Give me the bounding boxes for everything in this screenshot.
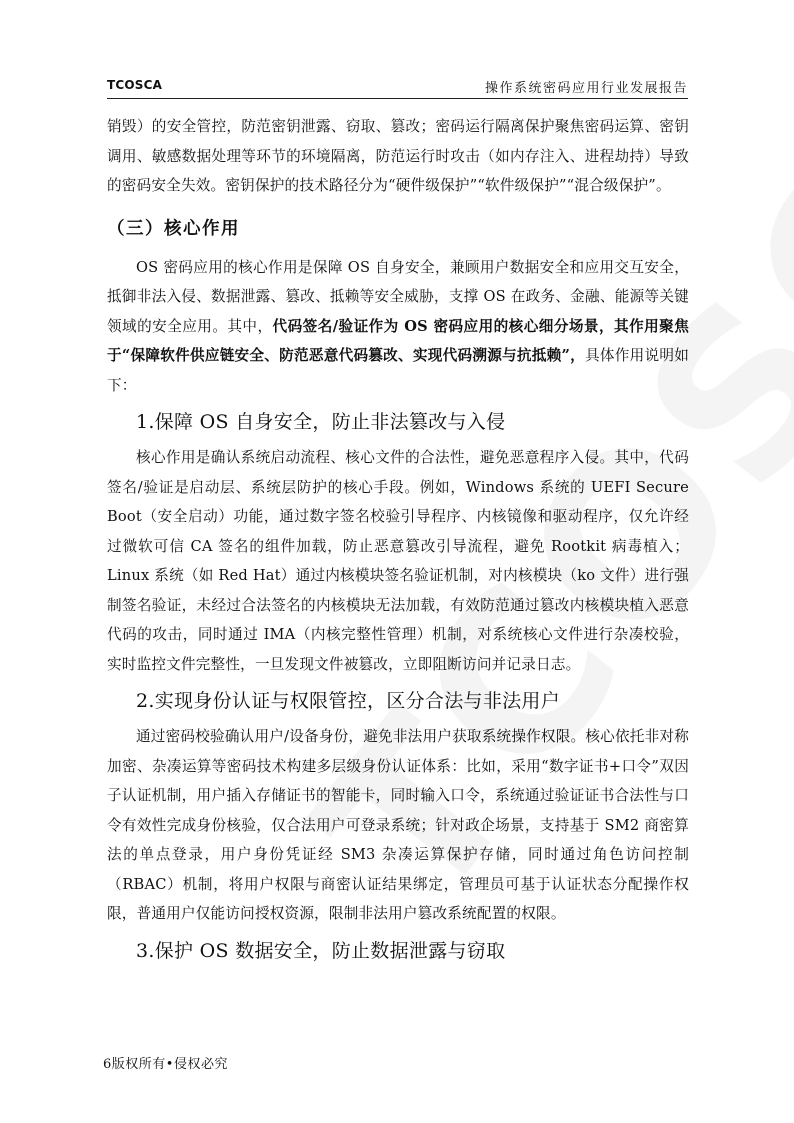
subsection-body-2: 通过密码校验确认用户/设备身份，避免非法用户获取系统操作权限。核心依托非对称加密、杂凑运算等密码技术构建多层级身份认证体系：比如，采用“数字证书+口令”双因子认证机制，用户插入存储证书的智能卡，同时输入口令，系统通过验证证书合法性与口令有效性完成身份核验，仅合法用户可登录系统；针对政企场景，支持基于 SM2 商密算法的单点登录，用户身份凭证经 SM3 杂凑运算保护存储，同时通过角色访问控制（RBAC）机制，将用户权限与商密认证结果绑定，管理员可基于认证状态分配操作权限，普通用户仅能访问授权资源，限制非法用户篡改系统配置的权限。 (107, 728, 689, 922)
page-footer: 6版权所有•侵权必究 (103, 1057, 228, 1072)
subsection-heading-1: 1.保障 OS 自身安全，防止非法篡改与入侵 (136, 411, 506, 433)
subsection-heading-2: 2.实现身份认证与权限管控，区分合法与非法用户 (136, 690, 561, 712)
section-intro-text: OS 密码应用的核心作用是保障 OS 自身安全，兼顾用户数据安全和应用交互安全，抵御非法入侵、数据泄露、篡改、抵赖等安全威胁，支撑 OS 在政务、金融、能源等关键领域的安全应用。其中， (107, 258, 689, 335)
section-intro-bold-text: 代码签名/验证作为 OS 密码应用的核心细分场景，其作用聚焦于“保障软件供应链安全、防范恶意代码篡改、实现代码溯源与抗抵赖”， (107, 317, 690, 364)
header-report-title: 操作系统密码应用行业发展报告 (484, 81, 688, 96)
page-body (107, 112, 689, 972)
subsection-body-1: 核心作用是确认系统启动流程、核心文件的合法性，避免恶意程序入侵。其中，代码签名/验证是启动层、系统层防护的核心手段。例如，Windows 系统的 UEFI Secure Boot（安全启动）功能，通过数字签名校验引导程序、内核镜像和驱动程序，仅允许经过微软可信 CA 签名的组件加载，防止恶意篡改引导流程，避免 Rootkit 病毒植入；Linux 系统（如 Red Hat）通过内核模块签名验证机制，对内核模块（ko 文件）进行强制签名验证，未经过合法签名的内核模块无法加载，有效防范通过篡改内核模块植入恶意代码的攻击，同时通过 IMA（内核完整性管理）机制，对系统核心文件进行杂凑校验，实时监控文件完整性，一旦发现文件被篡改，立即阻断访问并记录日志。 (107, 449, 689, 673)
subsection-heading-3: 3.保护 OS 数据安全，防止数据泄露与窃取 (136, 939, 506, 962)
section-intro-tail-text: 具体作用说明如下： (107, 347, 689, 394)
page-header (107, 76, 688, 99)
intro-paragraph: 销毁）的安全管控，防范密钥泄露、窃取、篡改；密码运行隔离保护聚焦密码运算、密钥调用、敏感数据处理等环节的环境隔离，防范运行时攻击（如内存注入、进程劫持）导致的密码安全失效。密钥保护的技术路径分为“硬件级保护”“软件级保护”“混合级保护”。 (107, 118, 689, 194)
header-org-name: TCOSCA (107, 78, 163, 92)
section-intro-paragraph (107, 253, 689, 401)
section-heading: （三）核心作用 (107, 218, 240, 239)
